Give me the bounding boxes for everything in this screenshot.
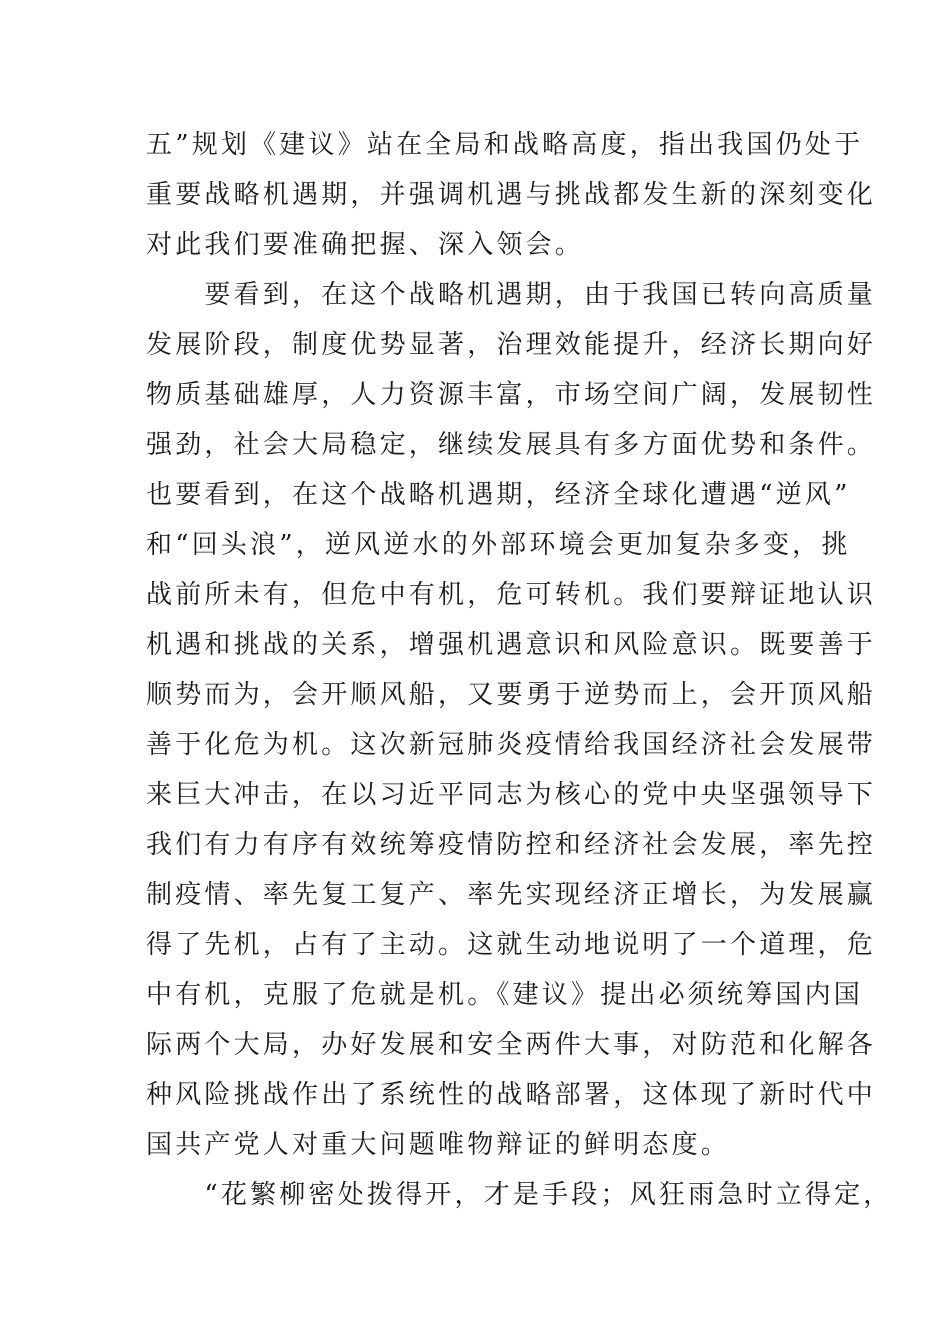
text-line-16: 制疫情、率先复工复产、率先实现经济正增长，为发展赢 <box>146 880 877 910</box>
text-line-20: 种风险挑战作出了系统性的战略部署，这体现了新时代中 <box>146 1080 877 1110</box>
body-text <box>146 120 893 1220</box>
text-line-10: 战前所未有，但危中有机，危可转机。我们要辩证地认识 <box>146 580 877 610</box>
text-line-7: 强劲，社会大局稳定，继续发展具有多方面优势和条件。 <box>146 430 877 460</box>
text-line-21: 国共产党人对重大问题唯物辩证的鲜明态度。 <box>146 1130 731 1160</box>
text-line-19: 际两个大局，办好发展和安全两件大事，对防范和化解各 <box>146 1030 877 1060</box>
text-line-8: 也要看到，在这个战略机遇期，经济全球化遭遇“逆风” <box>146 480 851 510</box>
text-line-1: 五”规划《建议》站在全局和战略高度，指出我国仍处于 <box>146 130 864 160</box>
text-line-6: 物质基础雄厚，人力资源丰富，市场空间广阔，发展韧性 <box>146 380 877 410</box>
text-line-2: 重要战略机遇期，并强调机遇与挑战都发生新的深刻变化 <box>146 180 877 210</box>
text-line-22: “花繁柳密处拨得开，才是手段；风狂雨急时立得定， <box>146 1180 893 1210</box>
text-line-5: 发展阶段，制度优势显著，治理效能提升，经济长期向好 <box>146 330 877 360</box>
text-line-4: 要看到，在这个战略机遇期，由于我国已转向高质量 <box>146 280 877 310</box>
text-line-18: 中有机，克服了危就是机。《建议》提出必须统筹国内国 <box>146 980 864 1010</box>
text-line-13: 善于化危为机。这次新冠肺炎疫情给我国经济社会发展带 <box>146 730 877 760</box>
text-line-3: 对此我们要准确把握、深入领会。 <box>146 230 585 260</box>
text-line-9: 和“回头浪”，逆风逆水的外部环境会更加复杂多变，挑 <box>146 530 851 560</box>
text-line-14: 来巨大冲击，在以习近平同志为核心的党中央坚强领导下 <box>146 780 877 810</box>
text-line-17: 得了先机，占有了主动。这就生动地说明了一个道理，危 <box>146 930 877 960</box>
text-line-12: 顺势而为，会开顺风船，又要勇于逆势而上，会开顶风船 <box>146 680 877 710</box>
text-line-15: 我们有力有序有效统筹疫情防控和经济社会发展，率先控 <box>146 830 877 860</box>
text-line-11: 机遇和挑战的关系，增强机遇意识和风险意识。既要善于 <box>146 630 877 660</box>
